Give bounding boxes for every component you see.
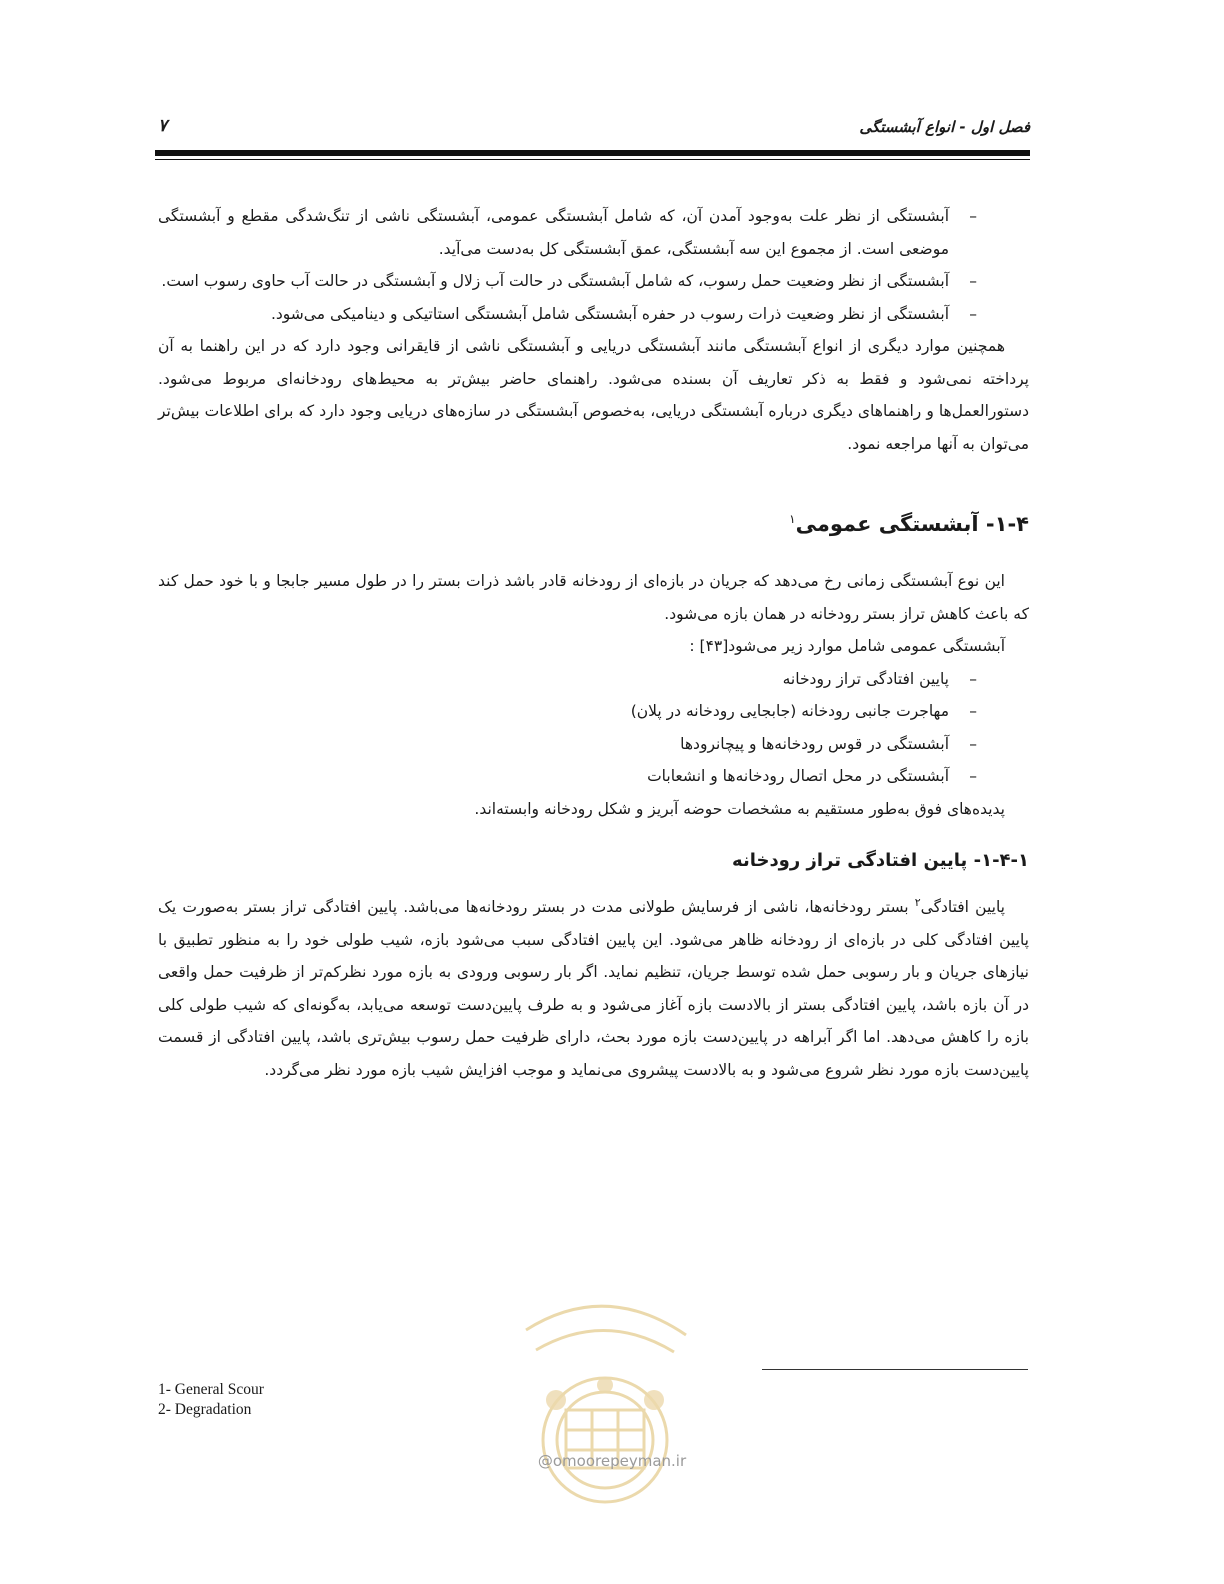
list-item: – آبشستگی در محل اتصال رودخانه‌ها و انشعابات: [158, 760, 1029, 793]
body-text: [158, 200, 1029, 1086]
dash-marker: –: [969, 767, 977, 785]
dash-marker: –: [969, 272, 977, 290]
subsection-heading: ۱-۴-۱- پایین افتادگی تراز رودخانه: [732, 850, 1029, 871]
paragraph: همچنین موارد دیگری از انواع آبشستگی مانند آبشستگی دریایی و آبشستگی ناشی از قایقرانی وجود دارد که در این راهنما به آن پرداخته نمی‌شود و فقط به ذکر تعاریف آن بسنده می‌شود. راهنمای حاضر بیش‌تر به محیط‌های رودخانه‌ای مربوط می‌شود. دستورالعمل‌ها و راهنماهای دیگری درباره آبشستگی دریایی، به‌خصوص آبشستگی در سازه‌های دریایی وجود دارد که برای اطلاعات بیش‌تر می‌توان به آنها مراجعه نمود.: [158, 337, 1029, 453]
chapter-title: فصل اول - انواع آبشستگی: [859, 118, 1030, 136]
list-item: – آبشستگی از نظر علت به‌وجود آمدن آن، که شامل آبشستگی عمومی، آبشستگی ناشی از تنگ‌شدگی مقطع و آبشستگی موضعی است. از مجموع این سه آبشستگی، عمق آبشستگی کل به‌دست می‌آید.: [158, 200, 1029, 265]
section-heading: ۱-۴- آبشستگی عمومی$^۱$: [789, 512, 1029, 536]
dash-marker: –: [969, 734, 977, 753]
list-intro: آبشستگی عمومی شامل موارد زیر می‌شود[۴۳] :: [689, 637, 1005, 655]
top-bullet-list: [158, 200, 1029, 330]
page-number: ۷: [158, 116, 168, 136]
paragraph: این نوع آبشستگی زمانی رخ می‌دهد که جریان در بازه‌ای از رودخانه قادر باشد ذرات بستر را در طول مسیر جابجا و با خود حمل کند که باعث کاهش تراز بستر رودخانه در همان بازه می‌شود.: [158, 572, 1029, 623]
watermark-seal: [496, 1290, 714, 1512]
paragraph: پدیده‌های فوق به‌طور مستقیم به مشخصات حوضه آبریز و شکل رودخانه وابسته‌اند.: [474, 799, 1005, 818]
dash-marker: –: [969, 702, 977, 720]
footnote-marker: ۱: [789, 512, 796, 526]
list-item: – آبشستگی از نظر وضعیت ذرات رسوب در حفره آبشستگی شامل آبشستگی استاتیکی و دینامیکی می‌شود.: [158, 298, 1029, 331]
list-item: – مهاجرت جانبی رودخانه (جابجایی رودخانه در پلان): [158, 695, 1029, 728]
dash-marker: –: [969, 304, 977, 323]
footnote-2: 2- Degradation: [158, 1401, 252, 1418]
footnotes: [158, 1380, 264, 1420]
dash-marker: –: [969, 669, 977, 688]
watermark-url: @omoorepeyman.ir: [537, 1452, 687, 1470]
footnote-separator: [762, 1369, 1028, 1370]
footnote-marker: ۲: [914, 896, 921, 909]
dash-marker: –: [969, 207, 977, 225]
header-rule-thin: [155, 159, 1030, 160]
general-scour-list: [158, 663, 1029, 793]
list-item: – پایین افتادگی تراز رودخانه: [158, 663, 1029, 696]
paragraph: پایین افتادگی$^۲$ بستر رودخانه‌ها، ناشی از فرسایش طولانی مدت در بستر رودخانه‌ها می‌باشد. پایین افتادگی تراز بستر به‌صورت یک پایین افتادگی کلی در بازه‌ای از رودخانه ظاهر می‌شود. این پایین افتادگی سبب می‌شود بازه، شیب طولی خود را به منظور تطبیق با نیازهای جریان و بار رسوبی حمل شده توسط جریان، تنظیم نماید. اگر بار رسوبی ورودی به بازه مورد نظرکم‌تر از ظرفیت حمل واقعی در آن بازه باشد، پایین افتادگی بستر از بالادست بازه آغاز می‌شود و به طرف پایین‌دست توسعه می‌یابد، به‌گونه‌ای که شیب طولی کلی بازه را کاهش می‌دهد. اما اگر آبراهه در پایین‌دست بازه مورد بحث، دارای ظرفیت حمل رسوب بیش‌تری باشد، پایین افتادگی از قسمت پایین‌دست بازه مورد نظر شروع می‌شود و به بالادست پیشروی می‌نماید و موجب افزایش شیب بازه مورد نظر می‌گردد.: [158, 896, 1029, 1079]
header-rule-thick: [155, 150, 1030, 156]
list-item: – آبشستگی از نظر وضعیت حمل رسوب، که شامل آبشستگی در حالت آب زلال و آبشستگی در حالت آب حاوی رسوب است.: [158, 265, 1029, 298]
list-item: – آبشستگی در قوس رودخانه‌ها و پیچانرودها: [158, 728, 1029, 761]
footnote-1: 1- General Scour: [158, 1381, 264, 1398]
